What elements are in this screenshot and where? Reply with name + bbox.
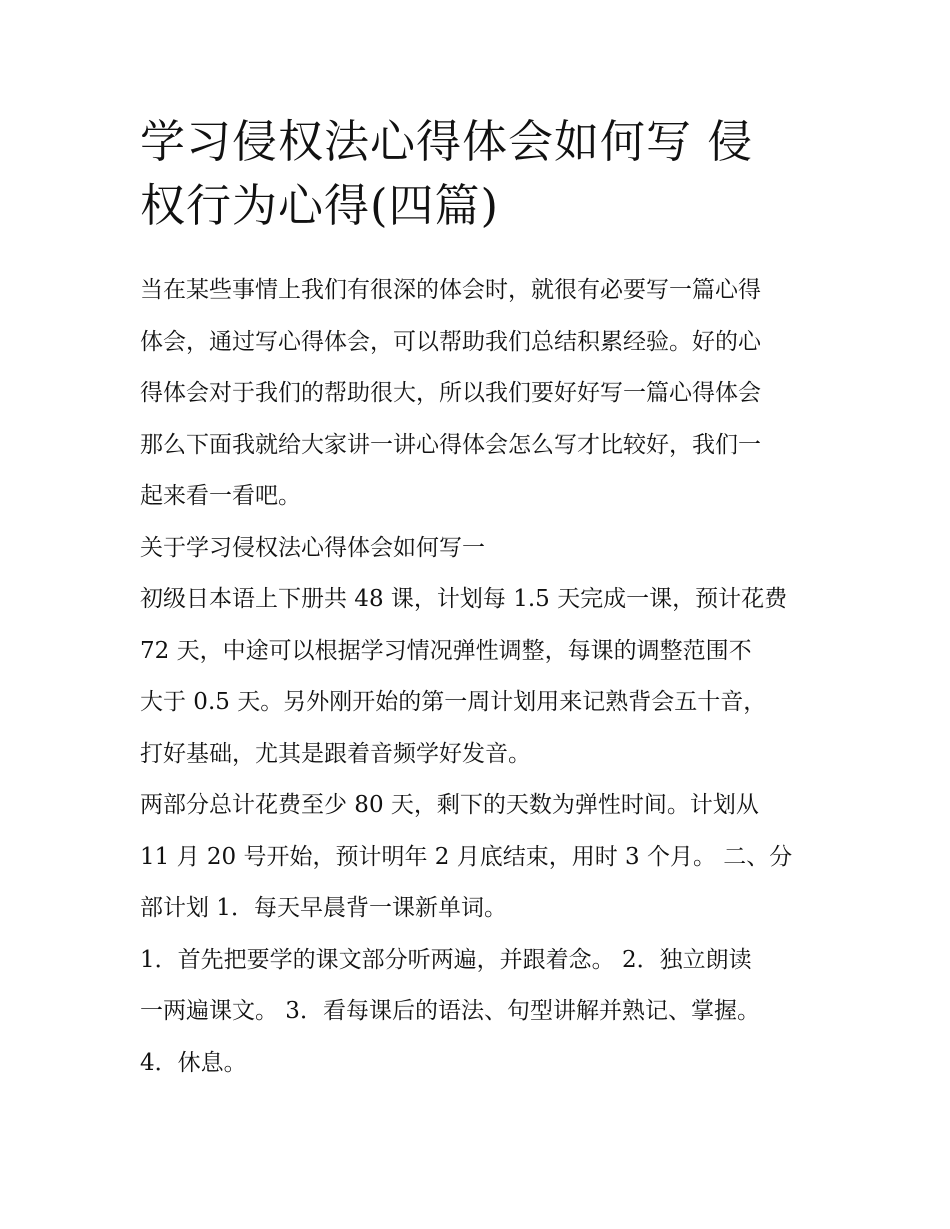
text-line: 体会，通过写心得体会，可以帮助我们总结积累经验。好的心 bbox=[140, 328, 761, 355]
text-line: 1．首先把要学的课文部分听两遍，并跟着念。 2．独立朗读 bbox=[140, 946, 752, 973]
document-title bbox=[140, 110, 812, 238]
intro-paragraph bbox=[140, 265, 812, 523]
text-line: 打好基础，尤其是跟着音频学好发音。 bbox=[140, 740, 531, 767]
text-line: 部计划 1．每天早晨背一课新单词。 bbox=[140, 895, 507, 921]
document-body bbox=[140, 265, 812, 1089]
steps-paragraph bbox=[140, 935, 812, 1090]
text-line: 一两遍课文。 3．看每课后的语法、句型讲解并熟记、掌握。 bbox=[140, 998, 760, 1024]
text-line: 起来看一看吧。 bbox=[140, 483, 301, 509]
text-line: 4．休息。 bbox=[140, 1049, 247, 1076]
plan-paragraph bbox=[140, 574, 812, 780]
section-heading bbox=[140, 523, 812, 575]
text-line: 11 月 20 号开始，预计明年 2 月底结束，用时 3 个月。 二、分 bbox=[140, 843, 793, 870]
text-line: 初级日本语上下册共 48 课，计划每 1.5 天完成一课，预计花费 bbox=[140, 586, 788, 612]
text-line: 两部分总计花费至少 80 天，剩下的天数为弹性时间。计划从 bbox=[140, 792, 759, 818]
document-page bbox=[140, 110, 812, 1089]
text-line: 大于 0.5 天。另外刚开始的第一周计划用来记熟背会五十音， bbox=[140, 689, 767, 715]
text-line: 得体会对于我们的帮助很大，所以我们要好好写一篇心得体会 bbox=[140, 380, 761, 406]
schedule-paragraph bbox=[140, 780, 812, 935]
text-line: 关于学习侵权法心得体会如何写一 bbox=[140, 534, 485, 561]
title-line: 权行为心得(四篇) bbox=[140, 179, 500, 232]
text-line: 当在某些事情上我们有很深的体会时，就很有必要写一篇心得 bbox=[140, 277, 761, 303]
text-line: 那么下面我就给大家讲一讲心得体会怎么写才比较好，我们一 bbox=[140, 431, 761, 458]
text-line: 72 天，中途可以根据学习情况弹性调整，每课的调整范围不 bbox=[140, 637, 752, 664]
title-line: 学习侵权法心得体会如何写 侵 bbox=[140, 115, 754, 168]
